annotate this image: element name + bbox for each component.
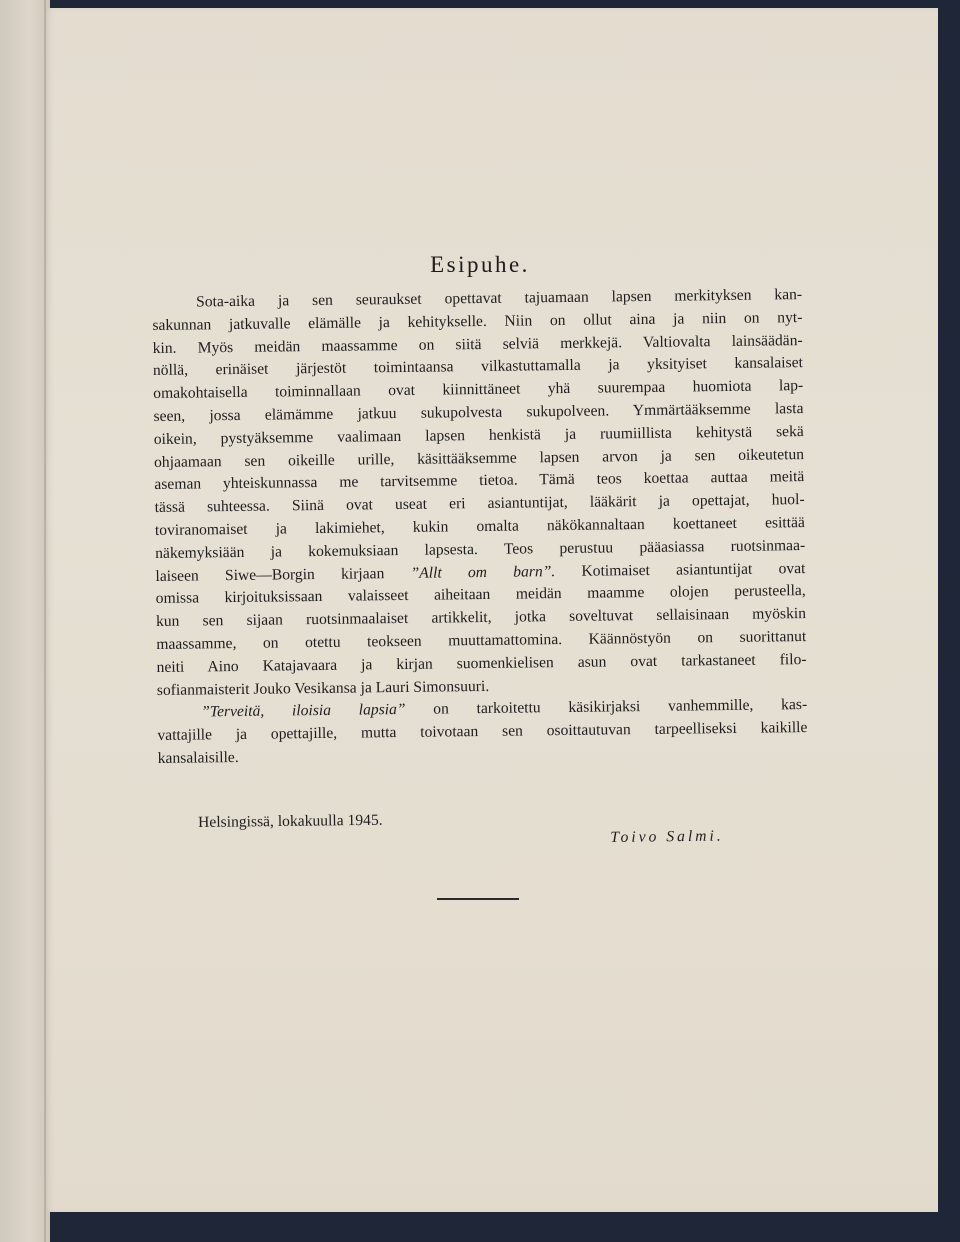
text-line: neiti Aino Katajavaara ja kirjan suomenkielisen asun ovat tarkastaneet filo- <box>156 650 807 676</box>
text-line: sakunnan jatkuvalle elämälle ja kehitykselle. Niin on ollut aina ja niin on nyt- <box>152 308 803 334</box>
text-line: kun sen sijaan ruotsinmaalaiset artikkelit, jotka soveltuvat sellaisinaan myöskin <box>155 605 807 631</box>
text-line: omissa kirjoituksissaan valaisseet aiheitaan meidän maamme olojen perusteella, <box>155 582 806 608</box>
text-line: näkemyksiään ja kokemuksiaan lapsesta. Teos perustuu pääasiassa ruotsinmaa- <box>155 536 806 562</box>
text-line: aseman yhteiskunnassa me tarvitsemme tietoa. Tämä teos koettaa auttaa meitä <box>154 468 805 494</box>
page-title: Esipuhe. <box>430 252 530 277</box>
text-line: maassamme, on otettu teokseen muuttamattomina. Käännöstyön on suorittanut <box>156 627 807 653</box>
text-line: nöllä, erinäiset järjestöt toimintaansa vilkastuttamalla ja yksityiset kansalaiset <box>152 354 804 380</box>
text-segment: laiseen Siwe—Borgin kirjaan <box>155 564 411 585</box>
facing-page-edge <box>0 0 50 1242</box>
text-line: sofianmaisterit Jouko Vesikansa ja Lauri Simonsuuri. <box>156 677 490 699</box>
text-line: tässä suhteessa. Siinä ovat useat eri asiantuntijat, lääkärit ja opettajat, huol- <box>154 491 805 517</box>
text-line: ohjaamaan sen oikeille urille, käsittääksemme lapsen arvon ja sen oikeutetun <box>153 445 805 471</box>
text-segment: on tarkoitettu käsikirjaksi vanhemmille, kas- <box>405 696 808 719</box>
author-signature: Toivo Salmi. <box>610 827 724 846</box>
page-gutter <box>44 0 46 1242</box>
text-line: kin. Myös meidän maassamme on siitä selviä merkkejä. Valtiovalta lainsäädän- <box>152 331 803 357</box>
book-title-italic: ”Allt om barn”. <box>410 562 556 582</box>
text-segment: Kotimaiset asiantuntijat ovat <box>555 559 806 580</box>
place-date: Helsingissä, lokakuulla 1945. <box>198 811 383 831</box>
section-divider <box>437 898 519 900</box>
text-line: omakohtaisella toiminnallaan ovat kiinnittäneet yhä suurempaa huomiota lap- <box>153 377 804 403</box>
book-title-italic: ”Terveitä, iloisia lapsia” <box>201 701 406 721</box>
text-line: Sota-aika ja sen seuraukset opettavat tajuamaan lapsen merkityksen kan- <box>196 286 803 311</box>
text-line: toviranomaiset ja lakimiehet, kukin omalta näkökannaltaan koettaneet esittää <box>154 514 805 539</box>
text-line: oikein, pystyäksemme vaalimaan lapsen henkistä ja ruumiillista kehitystä sekä <box>153 422 804 448</box>
text-line: kansalaisille. <box>157 748 239 767</box>
text-line: vattajille ja opettajille, mutta toivotaan sen osoittautuvan tarpeelliseksi kaikille <box>157 719 808 745</box>
preface-body <box>152 284 808 771</box>
text-line: seen, jossa elämämme jatkuu sukupolvesta sukupolveen. Ymmärtääksemme lasta <box>153 400 804 425</box>
